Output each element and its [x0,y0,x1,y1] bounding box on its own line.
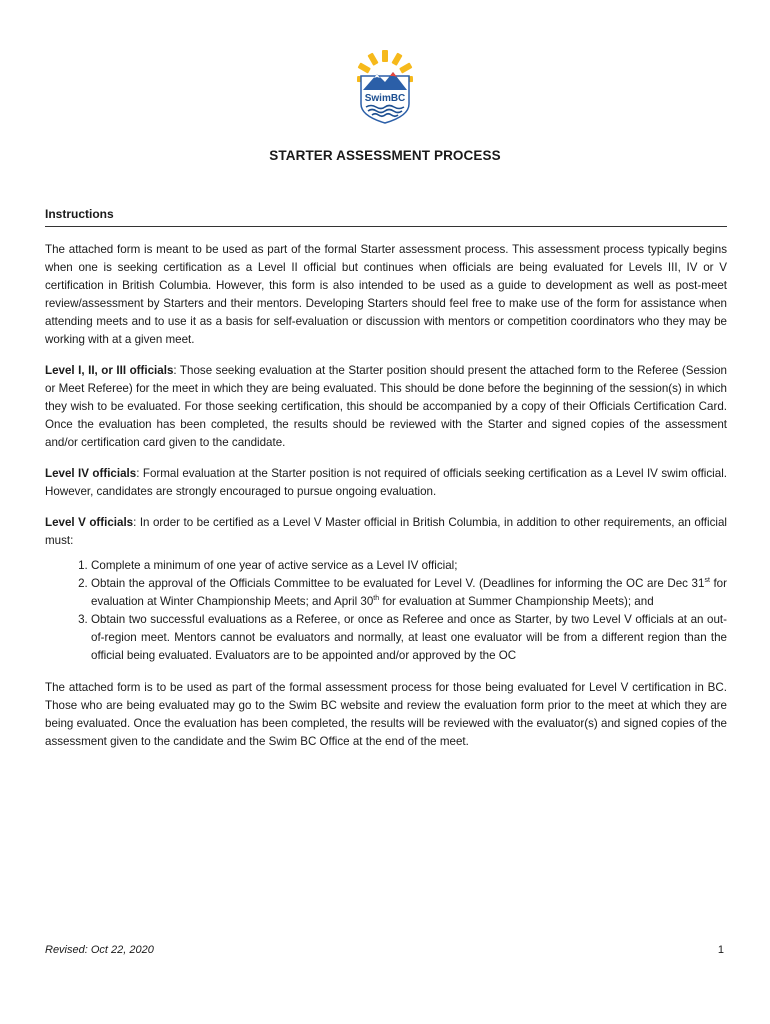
svg-text:SwimBC: SwimBC [364,93,406,104]
document-body [45,205,727,764]
list-item: 3. Obtain two successful evaluations as a Referee, or once as Referee and once as Starter, by two Level V officials at an out-of-region meet. Mentors cannot be evaluators and normally, at least one evaluator will be from a different region than the official being evaluated. Evaluators are to be appointed and/or approved by the OC [91,611,727,665]
list-item: 2. Obtain the approval of the Officials Committee to be evaluated for Level V. (Deadlines for informing the OC are Dec 31st for evaluation at Winter Championship Meets; and April 30th for evaluation at Summer Championship Meets); and [91,575,727,611]
level-1-3-text: : Those seeking evaluation at the Starter position should present the attached form to the Referee (Session or Meet Referee) for the meet in which they are being evaluated. This should be done before the beginning of the session(s) in which they wish to be evaluated. For those seeking certification, this should be accompanied by a copy of their Officials Certification Card. Once the evaluation has been completed, the results should be reviewed with the Starter and signed copies of the assessment and/or certification card given to the candidate. [45,364,727,449]
level-4-paragraph [45,465,727,501]
closing-paragraph: The attached form is to be used as part of the formal assessment process for those being evaluated for Level V certification in BC. Those who are being evaluated may go to the Swim BC website and review the evaluation form prior to the meet at which they are being evaluated. Once the evaluation has been completed, the results will be reviewed with the evaluator(s) and signed copies of the assessment given to the candidate and the Swim BC Office at the end of the meet. [45,681,727,748]
level-5-paragraph [45,514,727,550]
page-title: STARTER ASSESSMENT PROCESS [269,148,501,163]
level-1-3-paragraph [45,362,727,452]
level-5-label: Level V officials [45,516,134,529]
level-1-3-label: Level I, II, or III officials [45,364,174,377]
swim-bc-logo [357,50,413,124]
revision-date: Revised: Oct 22, 2020 [45,944,154,956]
intro-paragraph: The attached form is meant to be used as part of the formal Starter assessment process. This assessment process typically begins when one is seeking certification as a Level II official but continues when officials are being evaluated for Levels III, IV or V certification in British Columbia. However, this form is also intended to be used as a guide to development as well as post-meet review/assessment by Starters and their mentors. Developing Starters should feel free to make use of the form for assistance when attending meets and to use it as a basis for self-evaluation or discussion with mentors or competition coordinators who they may be working with at a given meet. [45,243,727,346]
list-item: 1. Complete a minimum of one year of active service as a Level IV official; [91,557,727,575]
level-5-text: : In order to be certified as a Level V Master official in British Columbia, in addition to other requirements, an official must: [45,516,727,547]
instructions-heading: Instructions [45,205,727,227]
page-number: 1 [717,944,724,956]
level-4-text: : Formal evaluation at the Starter position is not required of officials seeking certification as a Level IV swim official. However, candidates are strongly encouraged to pursue ongoing evaluation. [45,467,727,498]
level-4-label: Level IV officials [45,467,137,480]
requirements-list [45,557,727,665]
